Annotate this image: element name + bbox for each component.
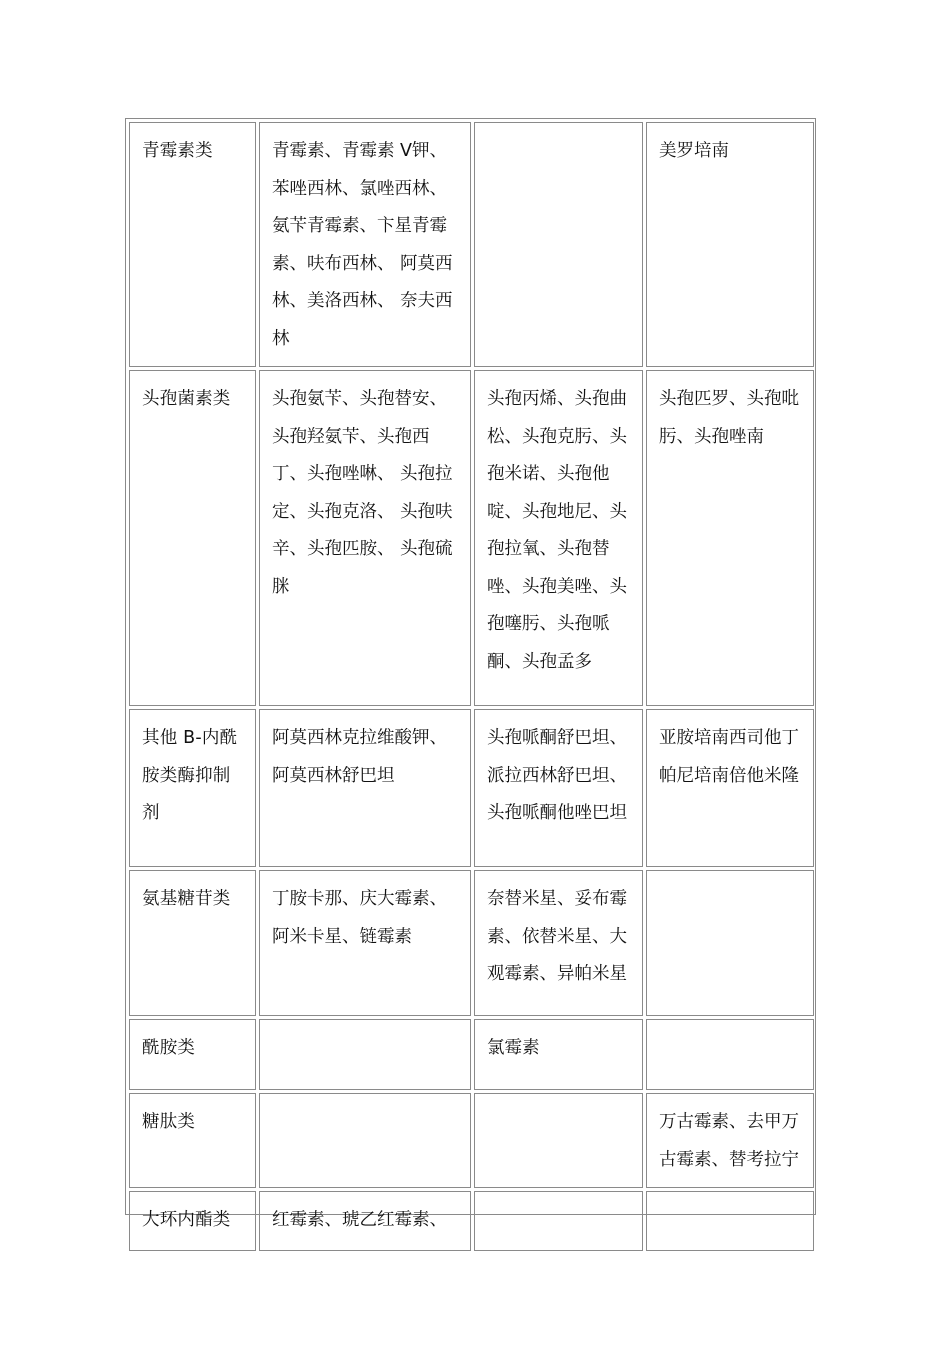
drug-list-cell: 头孢氨苄、头孢替安、头孢羟氨苄、头孢西丁、头孢唑啉、 头孢拉定、头孢克洛、 头孢呋辛、头孢匹胺、 头孢硫脒 <box>259 370 471 706</box>
drug-list-cell: 头孢丙烯、头孢曲松、头孢克肟、头孢米诺、头孢他啶、头孢地尼、头孢拉氧、头孢替唑、头孢美唑、头孢噻肟、头孢哌酮、头孢孟多 <box>474 370 643 706</box>
table-row-macrolides <box>129 1191 814 1251</box>
drug-list-cell: 丁胺卡那、庆大霉素、阿米卡星、链霉素 <box>259 870 471 1016</box>
table-row-glycopeptides <box>129 1093 814 1188</box>
drug-list-cell <box>646 1191 814 1251</box>
drug-list-cell: 亚胺培南西司他丁 帕尼培南倍他米隆 <box>646 709 814 867</box>
drug-class-cell: 大环内酯类 <box>129 1191 256 1251</box>
drug-list-cell: 美罗培南 <box>646 122 814 367</box>
drug-list-cell <box>474 122 643 367</box>
drug-list-cell <box>259 1093 471 1188</box>
drug-list-cell: 阿莫西林克拉维酸钾、阿莫西林舒巴坦 <box>259 709 471 867</box>
drug-list-cell <box>474 1191 643 1251</box>
drug-list-cell <box>474 1093 643 1188</box>
drug-list-cell: 头孢哌酮舒巴坦、派拉西林舒巴坦、头孢哌酮他唑巴坦 <box>474 709 643 867</box>
table-row-amides <box>129 1019 814 1090</box>
antibiotic-table-container <box>125 118 816 1230</box>
drug-list-cell: 头孢匹罗、头孢吡肟、头孢唑南 <box>646 370 814 706</box>
drug-class-cell: 氨基糖苷类 <box>129 870 256 1016</box>
drug-list-cell: 奈替米星、妥布霉素、依替米星、大观霉素、异帕米星 <box>474 870 643 1016</box>
drug-list-cell <box>646 870 814 1016</box>
drug-class-cell: 头孢菌素类 <box>129 370 256 706</box>
drug-class-cell: 酰胺类 <box>129 1019 256 1090</box>
drug-list-cell: 氯霉素 <box>474 1019 643 1090</box>
antibiotic-classification-table <box>126 119 817 1254</box>
drug-class-cell: 糖肽类 <box>129 1093 256 1188</box>
table-row-cephalosporins <box>129 370 814 706</box>
drug-list-cell: 红霉素、琥乙红霉素、 <box>259 1191 471 1251</box>
drug-list-cell <box>646 1019 814 1090</box>
table-row-beta-lactamase-inhibitors <box>129 709 814 867</box>
drug-list-cell: 青霉素、青霉素 Ⅴ钾、苯唑西林、氯唑西林、氨苄青霉素、卞星青霉素、呋布西林、 阿莫西林、美洛西林、 奈夫西林 <box>259 122 471 367</box>
drug-list-cell <box>259 1019 471 1090</box>
table-row-penicillins <box>129 122 814 367</box>
drug-list-cell: 万古霉素、去甲万古霉素、替考拉宁 <box>646 1093 814 1188</box>
drug-class-cell: 其他 B-内酰胺类酶抑制剂 <box>129 709 256 867</box>
drug-class-cell: 青霉素类 <box>129 122 256 367</box>
table-row-aminoglycosides <box>129 870 814 1016</box>
